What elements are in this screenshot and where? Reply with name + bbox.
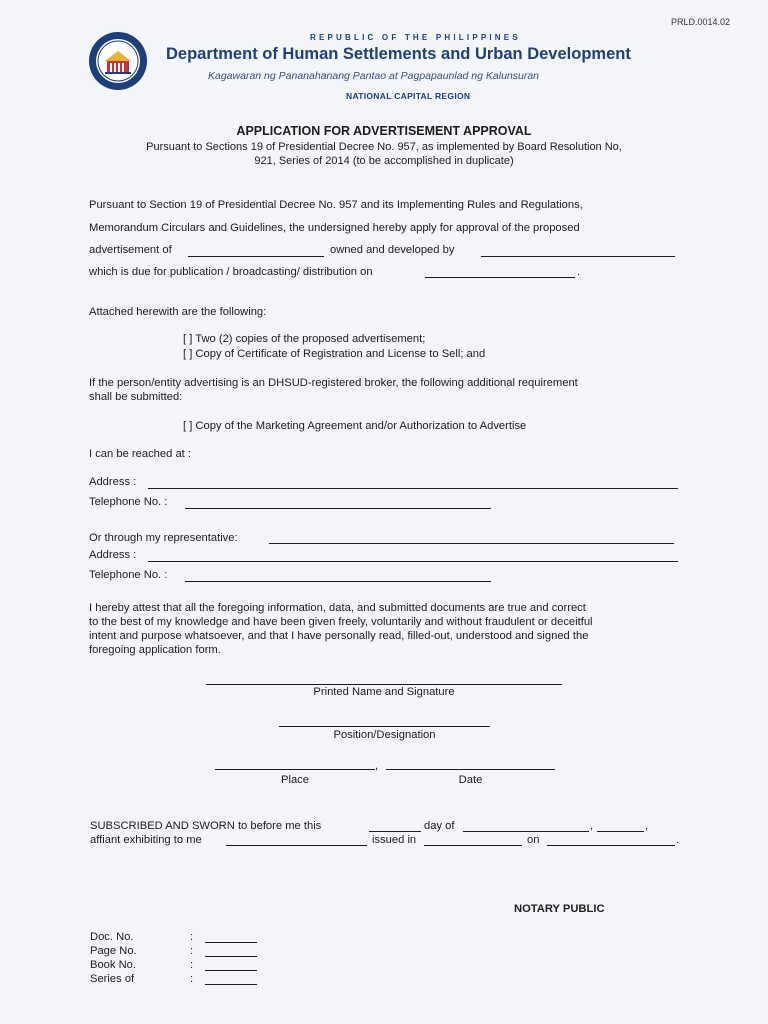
intro-line3b: owned and developed by bbox=[330, 244, 455, 256]
telephone-field[interactable] bbox=[185, 508, 491, 509]
form-title: APPLICATION FOR ADVERTISEMENT APPROVAL bbox=[236, 124, 532, 138]
sworn-issued-in-field[interactable] bbox=[424, 845, 522, 846]
sworn-text-c: , bbox=[590, 820, 594, 832]
position-field[interactable] bbox=[279, 726, 490, 727]
advertisement-of-field[interactable] bbox=[188, 256, 324, 257]
publication-date-field[interactable] bbox=[425, 277, 575, 278]
intro-line3a: advertisement of bbox=[89, 244, 172, 256]
sworn-id-field[interactable] bbox=[226, 845, 367, 846]
sworn-text-h: . bbox=[676, 834, 680, 846]
place-label: Place bbox=[281, 774, 309, 786]
series-of-field[interactable] bbox=[205, 984, 257, 985]
sworn-text-f: issued in bbox=[372, 834, 417, 846]
attachment-item-certificate: [ ] Copy of Certificate of Registration and License to Sell; and bbox=[183, 348, 486, 360]
republic-label: REPUBLIC OF THE PHILIPPINES bbox=[310, 33, 521, 42]
reached-at-label: I can be reached at : bbox=[89, 448, 191, 460]
form-subtitle-line2: 921, Series of 2014 (to be accomplished in duplicate) bbox=[254, 155, 514, 167]
department-tagalog: Kagawaran ng Pananahanang Pantao at Pagpapaunlad ng Kalunsuran bbox=[208, 70, 540, 82]
printed-name-signature-field[interactable] bbox=[206, 684, 562, 685]
rep-address-label: Address : bbox=[89, 549, 137, 561]
intro-line4-end: . bbox=[577, 266, 581, 278]
book-no-label: Book No. bbox=[90, 959, 137, 971]
form-subtitle-line1: Pursuant to Sections 19 of Presidential Decree No. 957, as implemented by Board Resolution No, bbox=[146, 141, 622, 153]
notary-public-label: NOTARY PUBLIC bbox=[514, 903, 605, 915]
intro-line4: which is due for publication / broadcasting/ distribution on bbox=[89, 266, 373, 278]
broker-line1: If the person/entity advertising is an DHSUD-registered broker, the following additional requirement bbox=[89, 377, 578, 389]
attachment-item-copies: [ ] Two (2) copies of the proposed advertisement; bbox=[183, 333, 426, 345]
address-field[interactable] bbox=[148, 488, 678, 489]
page-no-colon: : bbox=[190, 945, 194, 957]
attached-heading: Attached herewith are the following: bbox=[89, 306, 267, 318]
form-code: PRLD.0014.02 bbox=[670, 17, 730, 27]
region-label: NATIONAL CAPITAL REGION bbox=[346, 91, 471, 101]
sworn-year-field[interactable] bbox=[597, 831, 644, 832]
broker-line2: shall be submitted: bbox=[89, 391, 183, 403]
doc-no-colon: : bbox=[190, 931, 194, 943]
sworn-text-g: on bbox=[527, 834, 540, 846]
date-field[interactable] bbox=[386, 769, 555, 770]
sworn-text-e: affiant exhibiting to me bbox=[90, 834, 202, 846]
address-label: Address : bbox=[89, 476, 137, 488]
book-no-field[interactable] bbox=[205, 970, 257, 971]
rep-telephone-field[interactable] bbox=[185, 581, 491, 582]
representative-label: Or through my representative: bbox=[89, 532, 238, 544]
intro-line2: Memorandum Circulars and Guidelines, the undersigned hereby apply for approval of the proposed bbox=[89, 222, 580, 234]
sworn-text-a: SUBSCRIBED AND SWORN to before me this bbox=[90, 820, 322, 832]
place-date-comma: , bbox=[375, 760, 379, 772]
representative-field[interactable] bbox=[269, 543, 674, 544]
position-label: Position/Designation bbox=[333, 729, 436, 741]
place-field[interactable] bbox=[215, 769, 375, 770]
developer-field[interactable] bbox=[481, 256, 675, 257]
printed-name-signature-label: Printed Name and Signature bbox=[313, 686, 455, 698]
series-of-colon: : bbox=[190, 973, 194, 985]
intro-line1: Pursuant to Section 19 of Presidential Decree No. 957 and its Implementing Rules and Regulations, bbox=[89, 199, 583, 211]
telephone-label: Telephone No. : bbox=[89, 496, 168, 508]
attest-line3: intent and purpose whatsoever, and that I have personally read, filled-out, understood and signed the bbox=[89, 630, 589, 642]
series-of-label: Series of bbox=[90, 973, 135, 985]
dhsud-seal-icon bbox=[88, 31, 148, 91]
sworn-text-d: , bbox=[645, 820, 649, 832]
sworn-day-field[interactable] bbox=[369, 831, 421, 832]
broker-item-marketing-agreement: [ ] Copy of the Marketing Agreement and/or Authorization to Advertise bbox=[183, 420, 527, 432]
attest-line1: I hereby attest that all the foregoing information, data, and submitted documents are true and correct bbox=[89, 602, 586, 614]
page-no-field[interactable] bbox=[205, 956, 257, 957]
doc-no-label: Doc. No. bbox=[90, 931, 134, 943]
page-no-label: Page No. bbox=[90, 945, 137, 957]
sworn-text-b: day of bbox=[424, 820, 455, 832]
doc-no-field[interactable] bbox=[205, 942, 257, 943]
sworn-issued-on-field[interactable] bbox=[547, 845, 675, 846]
attest-line2: to the best of my knowledge and have been given freely, voluntarily and without fraudulent or deceitful bbox=[89, 616, 593, 628]
rep-telephone-label: Telephone No. : bbox=[89, 569, 168, 581]
rep-address-field[interactable] bbox=[148, 561, 678, 562]
sworn-month-field[interactable] bbox=[463, 831, 589, 832]
department-name: Department of Human Settlements and Urban Development bbox=[166, 45, 631, 63]
book-no-colon: : bbox=[190, 959, 194, 971]
attest-line4: foregoing application form. bbox=[89, 644, 221, 656]
date-label: Date bbox=[458, 774, 483, 786]
